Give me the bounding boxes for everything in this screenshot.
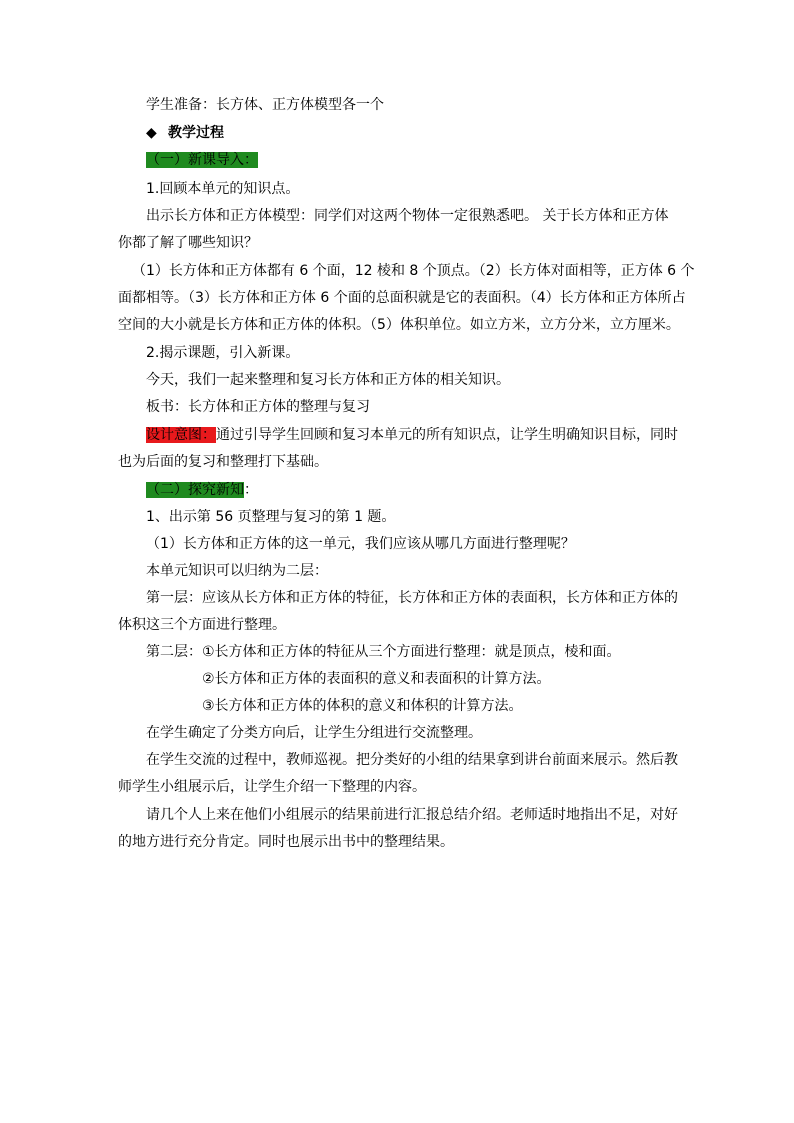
paragraph-3-line1: （1）长方体和正方体都有 6 个面，12 棱和 8 个顶点。（2）长方体对面相等，正方体 6 个	[132, 263, 695, 279]
paragraph-10-line2: 体积这三个方面进行整理。	[118, 617, 286, 633]
paragraph-5: 今天，我们一起来整理和复习长方体和正方体的相关知识。	[146, 372, 510, 388]
teaching-process-title: 教学过程	[168, 125, 224, 141]
paragraph-7: 1、出示第 56 页整理与复习的第 1 题。	[146, 509, 396, 525]
paragraph-4: 2.揭示课题，引入新课。	[146, 345, 300, 361]
blackboard-title: 板书：长方体和正方体的整理与复习	[146, 399, 370, 415]
paragraph-8: （1）长方体和正方体的这一单元，我们应该从哪几方面进行整理呢？	[146, 536, 575, 552]
paragraph-9: 本单元知识可以归纳为二层：	[146, 563, 328, 579]
paragraph-12: ②长方体和正方体的表面积的意义和表面积的计算方法。	[202, 671, 551, 687]
design-intent-line2: 也为后面的复习和整理打下基础。	[118, 454, 328, 470]
diamond-bullet-icon: ◆	[146, 125, 157, 141]
paragraph-2-line2: 你都了解了哪些知识？	[118, 235, 258, 251]
paragraph-15-line1: 在学生交流的过程中，教师巡视。把分类好的小组的结果拿到讲台前面来展示。然后教	[146, 752, 678, 768]
paragraph-11: 第二层：①长方体和正方体的特征从三个方面进行整理：就是顶点，棱和面。	[146, 644, 621, 660]
section1-heading-text: （一）新课导入：	[146, 152, 258, 168]
design-intent-text: 通过引导学生回顾和复习本单元的所有知识点，让学生明确知识目标，同时	[216, 427, 678, 443]
paragraph-1: 1.回顾本单元的知识点。	[146, 181, 300, 197]
section2-heading-colon: ：	[244, 482, 258, 498]
section2-heading-text: （二）探究新知	[146, 482, 244, 498]
paragraph-16-line2: 的地方进行充分肯定。同时也展示出书中的整理结果。	[118, 834, 454, 850]
teaching-process-heading	[146, 124, 224, 142]
design-intent-label: 设计意图：	[146, 427, 216, 443]
paragraph-13: ③长方体和正方体的体积的意义和体积的计算方法。	[202, 698, 523, 714]
paragraph-16-line1: 请几个人上来在他们小组展示的结果前进行汇报总结介绍。老师适时地指出不足，对好	[146, 807, 678, 823]
section1-heading	[146, 151, 258, 169]
paragraph-10-line1: 第一层：应该从长方体和正方体的特征，长方体和正方体的表面积，长方体和正方体的	[146, 590, 678, 606]
paragraph-15-line2: 师学生小组展示后，让学生介绍一下整理的内容。	[118, 779, 426, 795]
paragraph-3-line2: 面都相等。（3）长方体和正方体 6 个面的总面积就是它的表面积。（4）长方体和正方体所占	[118, 290, 686, 306]
paragraph-3-line3: 空间的大小就是长方体和正方体的体积。（5）体积单位。如立方米，立方分米，立方厘米。	[118, 317, 680, 333]
paragraph-14: 在学生确定了分类方向后，让学生分组进行交流整理。	[146, 725, 482, 741]
section2-heading	[146, 481, 258, 499]
paragraph-2-line1: 出示长方体和正方体模型：同学们对这两个物体一定很熟悉吧。 关于长方体和正方体	[146, 208, 669, 224]
student-prep: 学生准备：长方体、正方体模型各一个	[146, 97, 384, 113]
design-intent-line1	[146, 426, 678, 444]
